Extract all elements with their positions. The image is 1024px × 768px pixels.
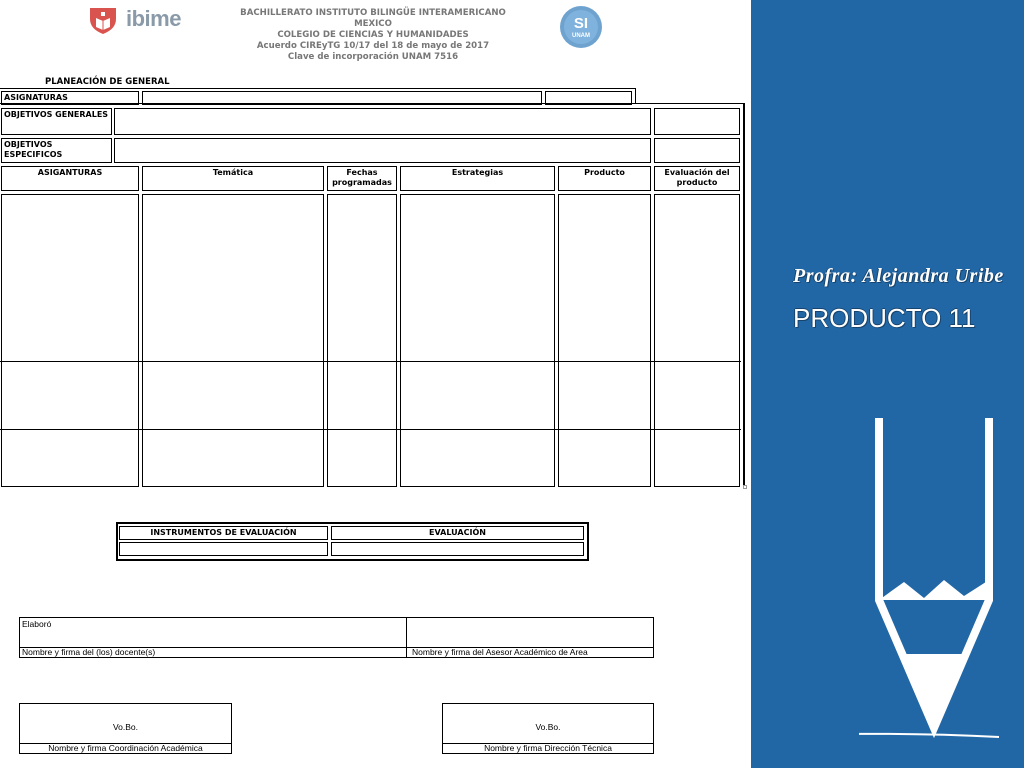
column-evaluacion-body[interactable]: [654, 194, 740, 487]
objetivos-generales-label-cell: [1, 108, 112, 135]
header-fechas: Fechas programadas: [327, 166, 397, 191]
header-asignaturas: ASIGANTURAS: [1, 166, 139, 191]
header-line-3: Acuerdo CIREyTG 10/17 del 18 de mayo de 2017: [256, 41, 490, 51]
objetivos-generales-extra-field[interactable]: [654, 108, 740, 135]
asesor-caption: Nombre y firma del Asesor Académico de Area: [412, 647, 588, 657]
planning-title: PLANEACIÓN DE GENERAL: [45, 77, 170, 87]
direccion-caption-cell: [442, 743, 654, 754]
header-line-2: COLEGIO DE CIENCIAS Y HUMANIDADES: [277, 30, 469, 40]
column-asignaturas-body[interactable]: [1, 194, 139, 487]
column-fechas-body[interactable]: [327, 194, 397, 487]
column-estrategias-body[interactable]: [400, 194, 555, 487]
instruments-header: INSTRUMENTOS DE EVALUACIÓN: [150, 528, 297, 537]
objetivos-especificos-label-cell: [1, 138, 112, 163]
pencil-icon: [859, 410, 1009, 750]
ibime-logo-text: ibime: [126, 6, 181, 31]
table-top-line: [0, 88, 636, 89]
teacher-name: Profra: Alejandra Uribe: [793, 265, 1004, 287]
header-tematica: Temática: [142, 166, 324, 191]
vobo-coordinacion-field[interactable]: [19, 703, 232, 744]
header-line-4: Clave de incorporación UNAM 7516: [287, 52, 459, 62]
instruments-field[interactable]: [119, 542, 328, 556]
asesor-caption-cell: [406, 647, 654, 658]
table-row-divider: [0, 361, 741, 362]
shield-logo-icon: [88, 5, 118, 35]
vobo-left-label: Vo.Bo.: [112, 722, 139, 732]
svg-text:UNAM: UNAM: [572, 33, 590, 39]
objetivos-especificos-label: OBJETIVOS ESPECIFICOS: [4, 140, 63, 159]
table-row-divider: [0, 429, 741, 430]
column-tematica-body[interactable]: [142, 194, 324, 487]
asesor-field[interactable]: [406, 617, 654, 648]
si-unam-seal-icon: [558, 4, 604, 50]
school-header: [228, 8, 518, 63]
direccion-caption: Nombre y firma Dirección Técnica: [484, 743, 612, 753]
resize-handle[interactable]: [743, 485, 747, 489]
ibime-logo: [88, 5, 188, 37]
evaluacion-header-cell: [331, 526, 584, 540]
coordinacion-caption: Nombre y firma Coordinación Académica: [48, 743, 203, 753]
column-producto-body[interactable]: [558, 194, 651, 487]
asignaturas-label: ASIGNATURAS: [4, 93, 68, 102]
product-title: PRODUCTO 11: [793, 303, 976, 333]
docentes-caption: Nombre y firma del (los) docente(s): [22, 647, 156, 657]
objetivos-especificos-field[interactable]: [114, 138, 651, 163]
elaboro-field[interactable]: [19, 617, 407, 648]
header-producto: Producto: [558, 166, 651, 191]
objetivos-generales-field[interactable]: [114, 108, 651, 135]
instruments-header-cell: [119, 526, 328, 540]
svg-text:SI: SI: [573, 15, 589, 32]
objetivos-generales-label: OBJETIVOS GENERALES: [4, 110, 109, 119]
header-evaluacion: Evaluación del producto: [654, 166, 740, 191]
header-line-1: BACHILLERATO INSTITUTO BILINGÜE INTERAMERICANO MEXICO: [240, 8, 506, 29]
table-step-line: [635, 88, 636, 104]
header-estrategias: Estrategias: [400, 166, 555, 191]
elaboro-label: Elaboró: [22, 619, 52, 629]
vobo-right-label: Vo.Bo.: [535, 722, 561, 732]
evaluacion-field[interactable]: [331, 542, 584, 556]
coordinacion-caption-cell: [19, 743, 232, 754]
objetivos-especificos-extra-field[interactable]: [654, 138, 740, 163]
side-panel: [751, 0, 1024, 768]
docentes-caption-cell: [19, 647, 407, 658]
evaluacion-header: EVALUACIÓN: [429, 528, 486, 537]
vobo-direccion-field[interactable]: [442, 703, 654, 744]
